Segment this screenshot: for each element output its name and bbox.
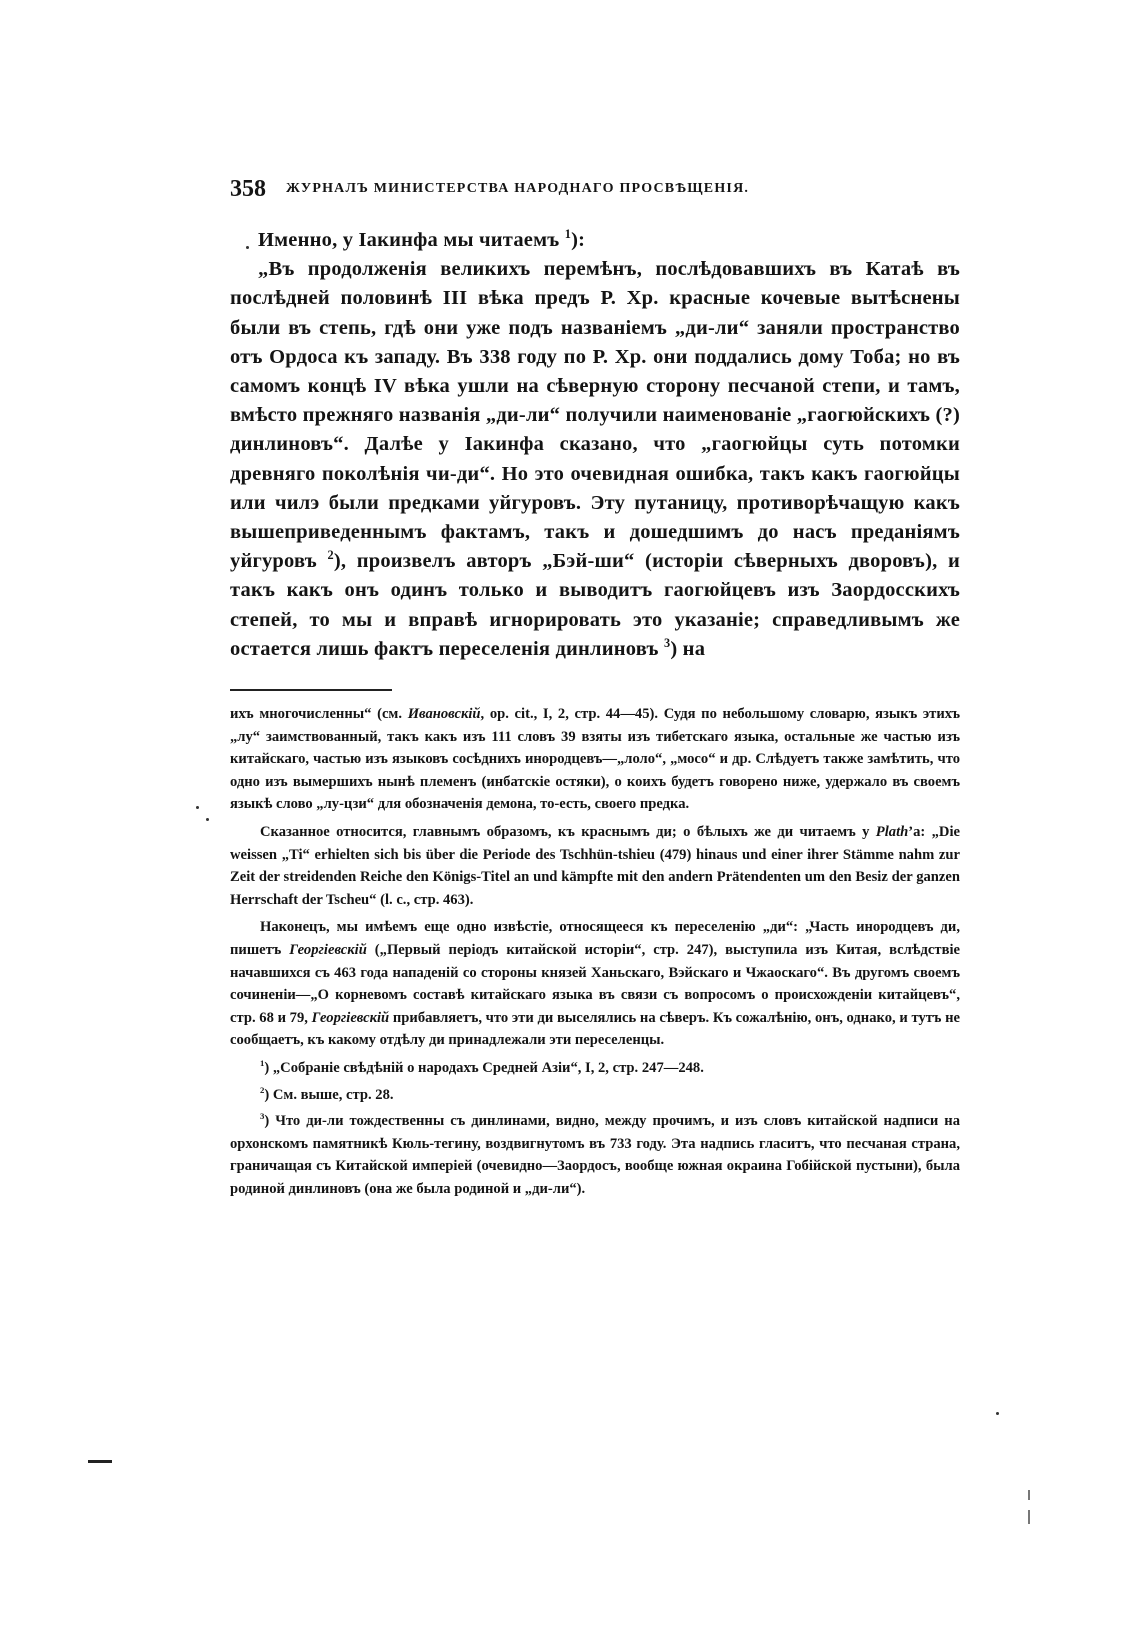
author-georgievsky-1: Георгіевскій [289,941,367,958]
author-ivanovsky: Ивановскій [407,706,481,722]
opening-line [230,226,960,255]
journal-title: ЖУРНАЛЪ МИНИСТЕРСТВА НАРОДНАГО ПРОСВѢЩЕНІЯ. [286,181,750,196]
footnote-3 [230,1110,960,1200]
scan-speck [246,246,249,249]
quote-paragraph [230,255,960,664]
scan-speck [996,1412,999,1415]
scan-margin-line [1028,1490,1030,1500]
footnote-continuation [230,703,960,816]
footnote-ref-3: 3 [663,636,671,651]
footnotes [230,703,960,1204]
page-number: 358 [230,176,266,202]
footnote-ref-1: 1 [564,227,572,242]
georgievsky-paragraph-rest: прибавляетъ, что эти ди выселялись на сѣверъ. Къ сожалѣнію, онъ, однако, и тутъ не сообщаетъ, къ какому отдѣлу ди принадлежали эти переселенцы. [230,1009,960,1049]
footnote-1 [230,1057,960,1080]
georgievsky-paragraph-text: Наконецъ, мы имѣемъ еще одно извѣстіе, относящееся къ переселенію „ди“: „Часть инородцевъ ди, пишетъ [230,919,960,958]
footnote-1-mark: 1 [260,1058,265,1069]
footnote-paragraph-plath [230,821,960,911]
opening-close: ): [571,229,586,251]
author-plath: Plath [875,823,909,840]
quote-text-part-3: ) на [670,637,706,660]
quote-text-part-1: „Въ продолженія великихъ перемѣнъ, послѣдовавшихъ въ Катаѣ въ послѣдней половинѣ III вѣка предъ Р. Хр. красные кочевые вытѣснены были въ степь, гдѣ они уже подъ названіемъ „ди-ли“ заняли пространство отъ Ордоса къ западу. Въ 338 году по Р. Хр. они поддались дому Тоба; но въ самомъ концѣ IV вѣка ушли на сѣверную сторону песчаной степи, и тамъ, вмѣсто прежняго названія „ди-ли“ получили наименованіе „гаогюйскихъ (?) динлиновъ“. Далѣе у Іакинфа сказано, что „гаогюйцы суть потомки древняго поколѣнія чи-ди“. Но это очевидная ошибка, такъ какъ гаогюйцы или чилэ были предками уйгуровъ. Эту путаницу, противорѣчащую какъ вышеприведеннымъ фактамъ, такъ и дошедшимъ до насъ преданіямъ уйгуровъ [230,258,960,573]
footnote-1-text: ) „Собраніе свѣдѣній о народахъ Средней Азіи“, I, 2, стр. 247—248. [264,1059,704,1076]
plath-paragraph-text: Сказанное относится, главнымъ образомъ, къ краснымъ ди; о бѣлыхъ же ди читаемъ у [260,823,876,840]
quote-text-part-2: ), произвелъ авторъ „Бэй-ши“ (исторіи сѣверныхъ дворовъ), и такъ какъ онъ одинъ только и выводитъ гаогюйцевъ изъ Заордосскихъ степей, то мы и вправѣ игнорировать это указаніе; справедливымъ же остается лишь фактъ переселенія динлиновъ [230,550,961,660]
footnote-2-mark: 2 [260,1084,265,1095]
scan-speck [196,806,199,809]
footnote-paragraph-georgievsky [230,916,960,1052]
scan-margin-line [1028,1510,1030,1524]
main-text [230,226,960,664]
footnote-continuation-text: ихъ многочисленны“ (см. [230,706,408,722]
author-georgievsky-2: Георгіевскій [311,1009,390,1026]
georgievsky-paragraph-middle: („Первый періодъ китайской исторіи“, стр. 247), выступила изъ Китая, вслѣдствіе начавшихся съ 463 года нападеній со стороны князей Ханьскаго, Вэйскаго и Чжаоскаго“. Въ другомъ своемъ сочиненіи—„О корневомъ составѣ китайскаго языка въ связи съ вопросомъ о происхожденіи китайцевъ“, стр. 68 и 79, [230,941,960,1026]
plath-paragraph-rest: ’а: „Die weissen „Ti“ erhielten sich bis über die Periode des Tschhün-tshieu (479) hinaus und einer ihrer Stämme nahm zur Zeit der streidenden Reiche den Königs-Titel an und kämpfte mit den andern Prätendenten um den Besiz der ganzen Herrschaft der Tscheu“ (l. c., стр. 463). [230,823,960,908]
footnote-continuation-rest: , op. cit., I, 2, стр. 44—45). Судя по небольшому словарю, языкъ этихъ „лу“ заимствованный, такъ какъ изъ 111 словъ 39 взяты изъ тибетскаго языка, остальные же частью изъ китайскаго, частью изъ языковъ сосѣднихъ инородцевъ—„лоло“, „мосо“ и др. Слѣдуетъ также замѣтить, что одно изъ вымершихъ нынѣ племенъ (инбатскіе остяки), о коихъ будетъ говорено ниже, удержало въ своемъ языкѣ слово „лу-цзи“ для обозначенія демона, то-есть, своего предка. [230,706,960,813]
scan-speck [206,818,209,821]
footnote-3-text: ) Что ди-ли тождественны съ динлинами, видно, между прочимъ, и изъ словъ китайской надписи на орхонскомъ памятникѣ Кюль-тегину, воздвигнутомъ въ 733 году. Эта надпись гласитъ, что песчаная страна, граничащая съ Китайской имперіей (очевидно—Заордосъ, вообще южная окраина Гобійской пустыни), была родиной динлиновъ (она же была родиной и „ди-ли“). [230,1113,960,1197]
footnote-separator-rule [230,689,392,691]
scan-margin-dash [88,1460,112,1463]
footnote-2 [230,1084,960,1107]
running-head [230,176,930,210]
footnote-2-text: ) См. выше, стр. 28. [264,1086,394,1103]
footnote-ref-2: 2 [327,548,334,563]
footnote-3-mark: 3 [260,1111,265,1122]
opening-text: Именно, у Іакинфа мы читаемъ [258,229,560,251]
